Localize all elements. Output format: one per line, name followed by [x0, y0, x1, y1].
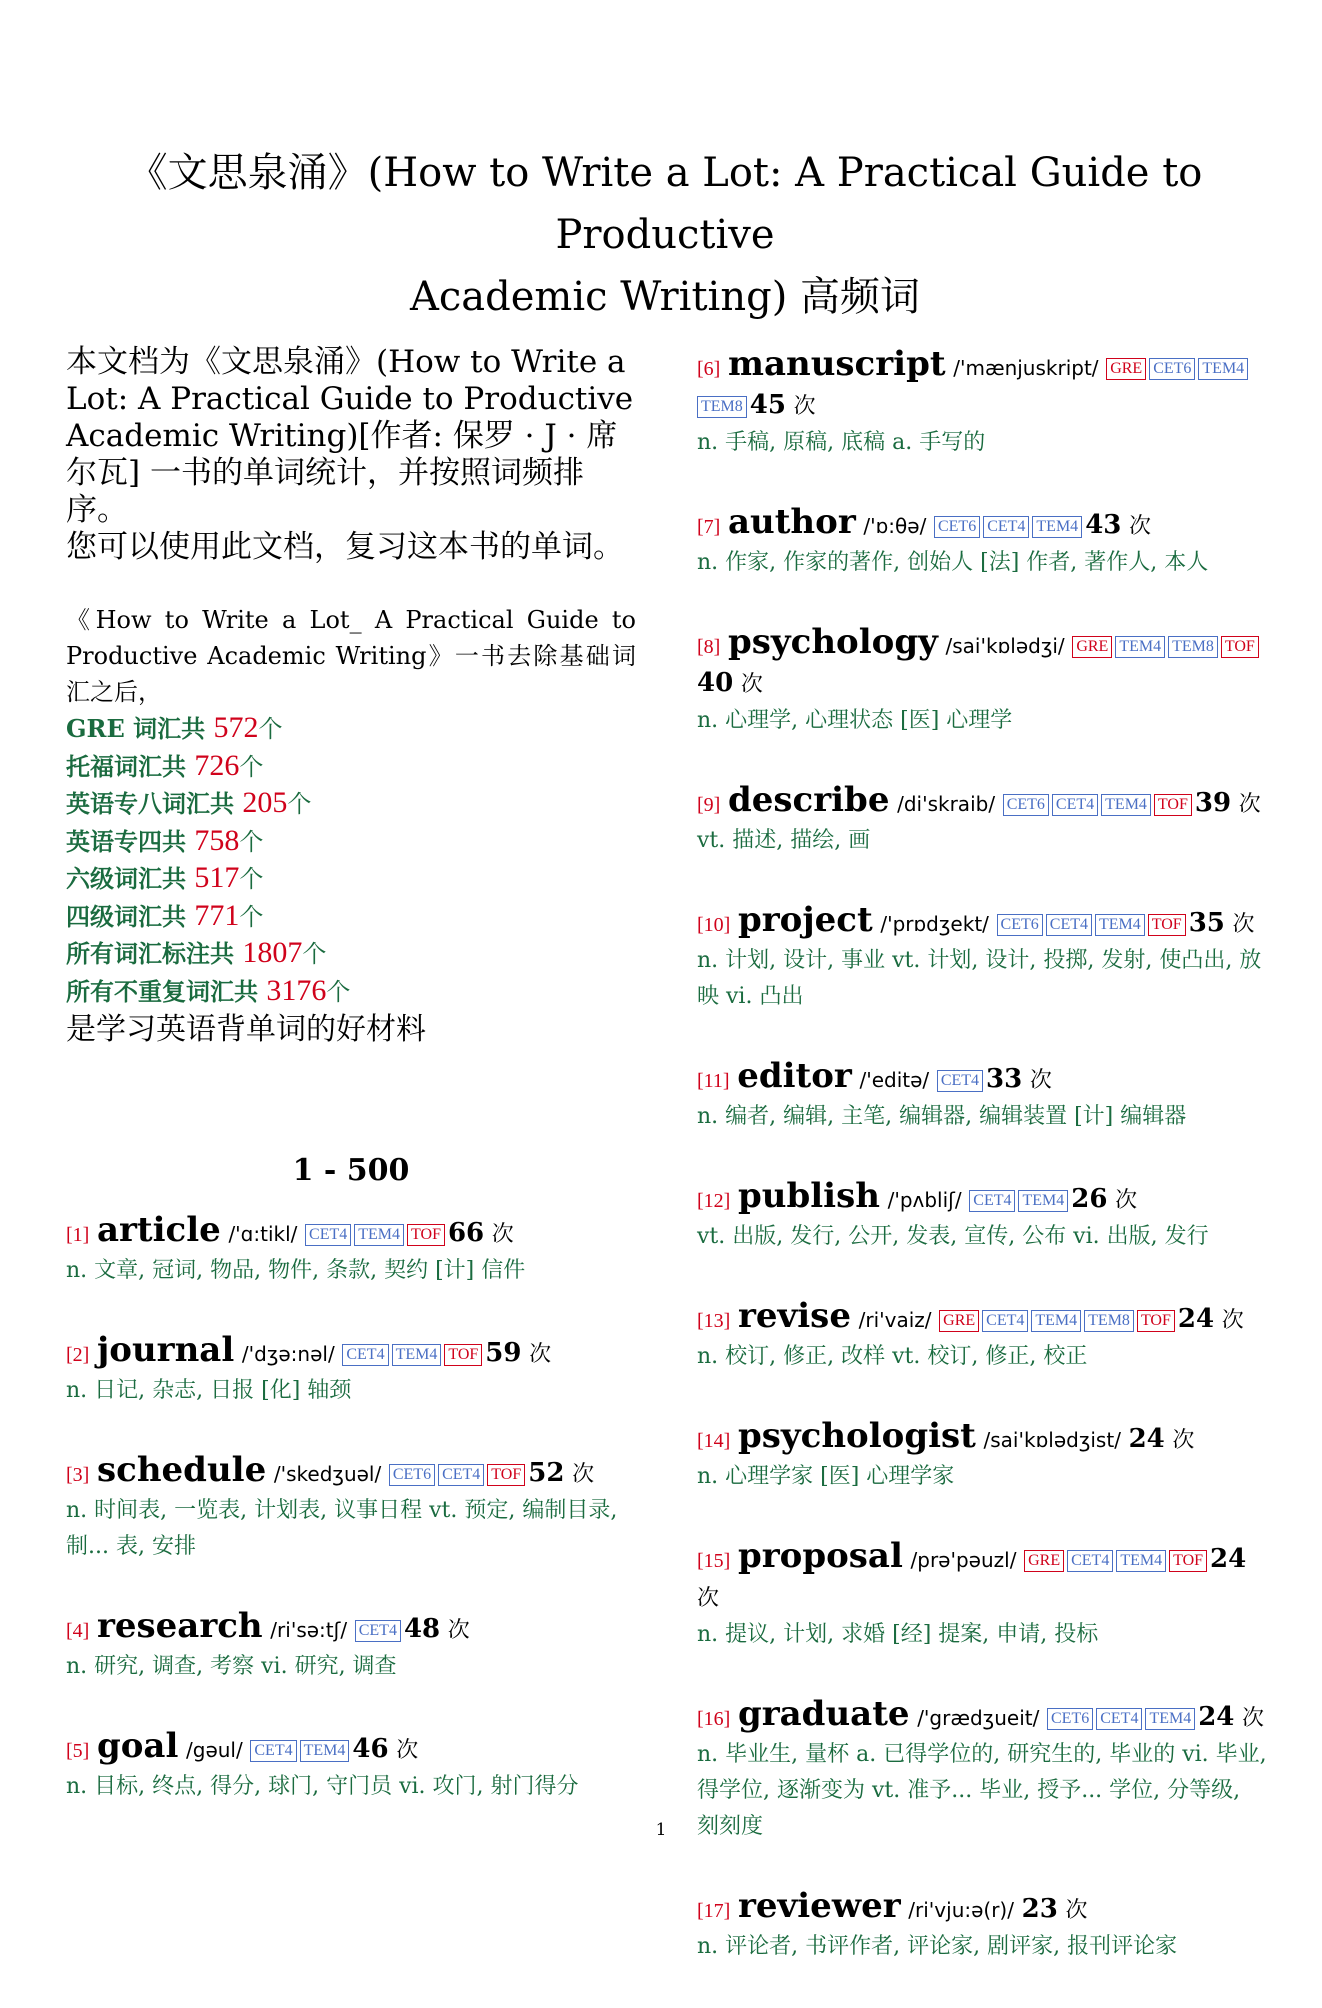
entry-headline	[697, 504, 1267, 545]
intro-text-1: 本文档为《文思泉涌》(How to Write a Lot: A Practical Guide to Productive Academic Writing)[作者: 保罗 · J · 席尔瓦] 一书的单词统计，并按照词频排序。	[66, 344, 634, 528]
stat-label: 六级词汇共	[66, 864, 195, 893]
entry-headline	[66, 1212, 636, 1253]
entry-count: 24	[1198, 1702, 1235, 1732]
stat-unit: 个	[239, 827, 264, 856]
entry-count: 39	[1194, 788, 1232, 818]
stat-label: 英语专四共	[66, 826, 195, 856]
entry-headline	[697, 782, 1267, 823]
stat-label: 所有词汇标注共	[66, 939, 243, 968]
level-tag: GRE	[939, 1310, 979, 1332]
entry-headline	[697, 624, 1267, 703]
stat-unit: 个	[326, 977, 351, 1006]
word-entry	[697, 624, 1267, 739]
entry-word: revise	[737, 1296, 851, 1336]
stat-label: 托福词汇共	[66, 751, 195, 781]
level-tag: TOF	[1169, 1550, 1207, 1572]
entry-headline	[697, 346, 1267, 425]
level-tag: CET4	[969, 1190, 1015, 1212]
entry-index: [9]	[697, 794, 721, 816]
entry-count: 23	[1021, 1894, 1058, 1924]
entry-headline	[66, 1728, 636, 1769]
entry-headline	[697, 1696, 1267, 1737]
word-entry	[697, 346, 1267, 461]
stat-count: 3176	[266, 973, 327, 1007]
stat-unit: 个	[239, 902, 264, 931]
stat-line	[66, 748, 636, 786]
entry-index: [17]	[697, 1900, 731, 1922]
stat-line	[66, 898, 636, 936]
stat-label: GRE 词汇共	[66, 714, 214, 743]
level-tag: TEM4	[1115, 636, 1165, 658]
entry-word: journal	[96, 1330, 235, 1370]
entry-headline	[66, 1332, 636, 1373]
level-tag: TEM4	[392, 1344, 442, 1366]
entry-headline	[697, 1418, 1267, 1459]
entry-headline	[66, 1452, 636, 1493]
level-tag: CET4	[342, 1344, 388, 1366]
entry-word: psychologist	[737, 1416, 976, 1456]
entry-pronunciation: /sai'kɒlədʒist/	[983, 1428, 1121, 1452]
intro-paragraph	[66, 344, 636, 566]
word-list-left	[66, 1212, 636, 1805]
stat-line	[66, 973, 636, 1011]
entry-count: 59	[485, 1338, 522, 1368]
entry-count-unit: 次	[529, 1342, 552, 1367]
level-tag: TEM4	[354, 1224, 404, 1246]
entry-pronunciation: /'ɒ:θə/	[863, 514, 927, 538]
stat-count: 517	[194, 861, 240, 894]
entry-pronunciation: /di'skraib/	[897, 792, 996, 816]
entry-pronunciation: /ri'vju:ə(r)/	[908, 1898, 1014, 1922]
level-tag: TOF	[487, 1464, 525, 1486]
entry-count-unit: 次	[1232, 912, 1255, 937]
word-entry	[697, 1538, 1267, 1653]
right-column	[697, 346, 1267, 2008]
entry-count-unit: 次	[491, 1222, 514, 1247]
entry-index: [12]	[697, 1190, 731, 1212]
level-tag: TEM4	[300, 1740, 350, 1762]
level-tag: TEM8	[1084, 1310, 1134, 1332]
entry-pronunciation: /ri'sə:tʃ/	[270, 1618, 348, 1642]
level-tag: TEM4	[1101, 794, 1151, 816]
title-line-2: Academic Writing) 高频词	[409, 274, 921, 320]
level-tag: TOF	[1137, 1310, 1175, 1332]
entry-word: describe	[727, 780, 890, 820]
entry-definition: n. 计划, 设计, 事业 vt. 计划, 设计, 投掷, 发射, 使凸出, 放映 vi. 凸出	[697, 948, 1262, 1009]
entry-index: [5]	[66, 1740, 90, 1762]
word-entry	[697, 1888, 1267, 1965]
entry-index: [2]	[66, 1344, 90, 1366]
level-tag: CET6	[1047, 1708, 1093, 1730]
range-heading: 1 - 500	[292, 1153, 410, 1188]
level-tag: GRE	[1072, 636, 1112, 658]
level-tag: CET6	[1149, 358, 1195, 380]
entry-count-unit: 次	[1242, 1706, 1265, 1731]
title-line-1: 《文思泉涌》(How to Write a Lot: A Practical Guide to Productive	[127, 150, 1203, 258]
level-tag: CET4	[438, 1464, 484, 1486]
entry-headline	[697, 1298, 1267, 1339]
entry-index: [11]	[697, 1070, 730, 1092]
word-entry	[697, 1058, 1267, 1135]
entry-pronunciation: /'editə/	[859, 1068, 930, 1092]
entry-definition: n. 目标, 终点, 得分, 球门, 守门员 vi. 攻门, 射门得分	[66, 1774, 579, 1799]
stat-count: 1807	[242, 936, 303, 969]
stat-unit: 个	[239, 865, 264, 893]
entry-count-unit: 次	[447, 1618, 470, 1643]
level-tag: GRE	[1106, 358, 1146, 380]
level-tag: TEM4	[1198, 358, 1248, 380]
entry-pronunciation: /'prɒdʒekt/	[880, 912, 989, 936]
entry-count: 40	[697, 668, 734, 698]
entry-definition: n. 作家, 作家的著作, 创始人 [法] 作者, 著作人, 本人	[697, 550, 1209, 575]
entry-count-unit: 次	[1065, 1898, 1088, 1923]
entry-definition: n. 时间表, 一览表, 计划表, 议事日程 vt. 预定, 编制目录, 制... 表, 安排	[66, 1498, 618, 1559]
entry-definition: n. 心理学, 心理状态 [医] 心理学	[697, 708, 1013, 733]
stats-closing: 是学习英语背单词的好材料	[66, 1012, 426, 1047]
entry-index: [13]	[697, 1310, 731, 1332]
entry-count: 24	[1210, 1544, 1247, 1574]
entry-count: 35	[1188, 908, 1225, 938]
entry-pronunciation: /'mænjuskript/	[953, 356, 1099, 380]
entry-pronunciation: /ri'vaiz/	[858, 1308, 932, 1332]
word-entry	[66, 1332, 636, 1409]
stat-line	[66, 710, 636, 748]
entry-count-unit: 次	[1221, 1308, 1244, 1333]
level-tag: CET4	[937, 1070, 983, 1092]
stats-heading: 《How to Write a Lot_ A Practical Guide to Productive Academic Writing》一书去除基础词汇之后，	[66, 606, 636, 706]
entry-index: [1]	[66, 1224, 90, 1246]
entry-headline	[697, 1888, 1267, 1929]
entry-headline	[697, 1178, 1267, 1219]
entry-count: 46	[352, 1734, 389, 1764]
entry-count: 43	[1085, 510, 1122, 540]
entry-count: 24	[1128, 1424, 1165, 1454]
entry-pronunciation: /'grædʒueit/	[917, 1706, 1040, 1730]
entry-word: reviewer	[737, 1886, 901, 1926]
level-tag: CET4	[1052, 794, 1098, 816]
stat-line	[66, 823, 636, 861]
level-tag: CET4	[1096, 1708, 1142, 1730]
entry-headline	[66, 1608, 636, 1649]
entry-pronunciation: /'ɑ:tikl/	[228, 1222, 298, 1246]
stat-line	[66, 785, 636, 823]
entry-index: [15]	[697, 1550, 731, 1572]
level-tag: CET4	[305, 1224, 351, 1246]
entry-headline	[697, 1538, 1267, 1617]
entry-index: [14]	[697, 1430, 731, 1452]
word-entry	[66, 1728, 636, 1805]
entry-index: [6]	[697, 358, 721, 380]
level-tag: TEM4	[1095, 914, 1145, 936]
entry-index: [16]	[697, 1708, 731, 1730]
level-tag: TEM4	[1032, 516, 1082, 538]
stat-label: 英语专八词汇共	[66, 789, 243, 818]
entry-count: 24	[1177, 1304, 1215, 1334]
entry-count-unit: 次	[793, 394, 816, 419]
stat-unit: 个	[302, 940, 327, 968]
entry-count-unit: 次	[396, 1738, 419, 1763]
entry-pronunciation: /gəul/	[186, 1738, 243, 1762]
entry-pronunciation: /sai'kɒlədʒi/	[945, 634, 1065, 658]
entry-count: 66	[447, 1218, 485, 1248]
entry-word: manuscript	[727, 344, 946, 384]
level-tag: TEM4	[1018, 1190, 1068, 1212]
entry-definition: n. 心理学家 [医] 心理学家	[697, 1464, 955, 1489]
stat-label: 四级词汇共	[66, 901, 195, 931]
entry-count: 26	[1071, 1184, 1108, 1214]
word-entry	[66, 1452, 636, 1565]
entry-word: goal	[96, 1726, 179, 1766]
stats-block	[66, 602, 636, 1050]
entry-count: 48	[403, 1614, 441, 1644]
entry-count-unit: 次	[1172, 1428, 1195, 1453]
level-tag: CET4	[983, 516, 1029, 538]
word-entry	[697, 902, 1267, 1015]
stat-unit: 个	[287, 790, 312, 818]
word-entry	[697, 1298, 1267, 1375]
entry-headline	[697, 902, 1267, 943]
level-tag: TEM8	[697, 396, 747, 418]
entry-count: 45	[749, 390, 786, 420]
entry-index: [3]	[66, 1464, 90, 1486]
stat-line	[66, 935, 636, 973]
level-tag: TOF	[1148, 914, 1186, 936]
entry-index: [4]	[66, 1620, 90, 1642]
level-tag: CET4	[982, 1310, 1028, 1332]
level-tag: CET4	[1046, 914, 1092, 936]
level-tag: TEM8	[1168, 636, 1218, 658]
entry-pronunciation: /'skedʒuəl/	[273, 1462, 382, 1486]
level-tag: CET6	[997, 914, 1043, 936]
word-entry	[697, 1418, 1267, 1495]
level-tag: TEM4	[1031, 1310, 1081, 1332]
entry-word: article	[96, 1210, 221, 1250]
entry-definition: vt. 描述, 描绘, 画	[697, 828, 871, 853]
level-tag: CET4	[355, 1620, 401, 1642]
stat-count: 205	[242, 786, 288, 819]
entry-definition: n. 校订, 修正, 改样 vt. 校订, 修正, 校正	[697, 1344, 1088, 1369]
level-tag: TEM4	[1116, 1550, 1166, 1572]
entry-definition: n. 研究, 调查, 考察 vi. 研究, 调查	[66, 1654, 397, 1679]
level-tag: CET4	[250, 1740, 296, 1762]
level-tag: CET6	[1003, 794, 1049, 816]
stat-label: 所有不重复词汇共	[66, 976, 267, 1006]
stat-count: 771	[194, 898, 240, 932]
entry-definition: n. 提议, 计划, 求婚 [经] 提案, 申请, 投标	[697, 1622, 1099, 1647]
level-tag: CET6	[389, 1464, 435, 1486]
entry-definition: n. 文章, 冠词, 物品, 物件, 条款, 契约 [计] 信件	[66, 1258, 526, 1283]
entry-pronunciation: /'pʌbliʃ/	[887, 1188, 962, 1212]
entry-count-unit: 次	[1238, 792, 1261, 817]
stat-unit: 个	[258, 715, 283, 743]
entry-word: research	[96, 1606, 263, 1646]
entry-count-unit: 次	[1129, 514, 1152, 539]
level-tag: TEM4	[1145, 1708, 1195, 1730]
word-entry	[66, 1608, 636, 1685]
intro-text-2: 您可以使用此文档，复习这本书的单词。	[66, 529, 624, 565]
level-tag: CET4	[1067, 1550, 1113, 1572]
entry-word: editor	[737, 1056, 852, 1096]
entry-definition: n. 编者, 编辑, 主笔, 编辑器, 编辑装置 [计] 编辑器	[697, 1104, 1187, 1129]
stats-list	[66, 710, 636, 1010]
entry-word: project	[737, 900, 873, 940]
level-tag: CET6	[934, 516, 980, 538]
word-entry	[697, 1178, 1267, 1255]
entry-count-unit: 次	[572, 1462, 595, 1487]
entry-definition: n. 手稿, 原稿, 底稿 a. 手写的	[697, 430, 986, 455]
level-tag: TOF	[407, 1224, 445, 1246]
entry-pronunciation: /'dʒə:nəl/	[241, 1342, 335, 1366]
entry-definition: n. 毕业生, 量杯 a. 已得学位的, 研究生的, 毕业的 vi. 毕业, 得学位, 逐渐变为 vt. 准予... 毕业, 授予... 学位, 分等级, 刻刻度	[697, 1742, 1267, 1839]
document-title	[60, 142, 1270, 328]
word-list-right	[697, 346, 1267, 1965]
entry-headline	[697, 1058, 1267, 1099]
entry-word: graduate	[737, 1694, 910, 1734]
left-column	[66, 344, 636, 1848]
page-number: 1	[655, 1820, 667, 1840]
entry-word: schedule	[96, 1450, 267, 1490]
word-entry	[697, 504, 1267, 581]
entry-count-unit: 次	[697, 1586, 720, 1611]
entry-count-unit: 次	[740, 672, 763, 697]
entry-definition: n. 日记, 杂志, 日报 [化] 轴颈	[66, 1378, 352, 1403]
entry-count-unit: 次	[1115, 1188, 1138, 1213]
entry-index: [8]	[697, 636, 721, 658]
entry-word: author	[727, 502, 856, 542]
entry-count-unit: 次	[1029, 1068, 1052, 1093]
entry-count: 33	[986, 1064, 1023, 1094]
entry-word: proposal	[737, 1536, 903, 1576]
level-tag: GRE	[1024, 1550, 1064, 1572]
entry-pronunciation: /prə'pəuzl/	[910, 1548, 1017, 1572]
stat-count: 726	[194, 748, 240, 782]
word-entry	[697, 782, 1267, 859]
entry-index: [10]	[697, 914, 731, 936]
entry-count: 52	[528, 1458, 565, 1488]
level-tag: TOF	[444, 1344, 482, 1366]
entry-definition: n. 评论者, 书评作者, 评论家, 剧评家, 报刊评论家	[697, 1934, 1178, 1959]
stat-line	[66, 860, 636, 898]
stat-unit: 个	[239, 752, 264, 781]
word-entry	[66, 1212, 636, 1289]
entry-definition: vt. 出版, 发行, 公开, 发表, 宣传, 公布 vi. 出版, 发行	[697, 1224, 1209, 1249]
stat-count: 572	[213, 711, 259, 744]
stat-count: 758	[194, 823, 240, 857]
entry-word: psychology	[727, 622, 938, 662]
entry-index: [7]	[697, 516, 721, 538]
entry-word: publish	[737, 1176, 880, 1216]
level-tag: TOF	[1221, 636, 1259, 658]
level-tag: TOF	[1154, 794, 1192, 816]
